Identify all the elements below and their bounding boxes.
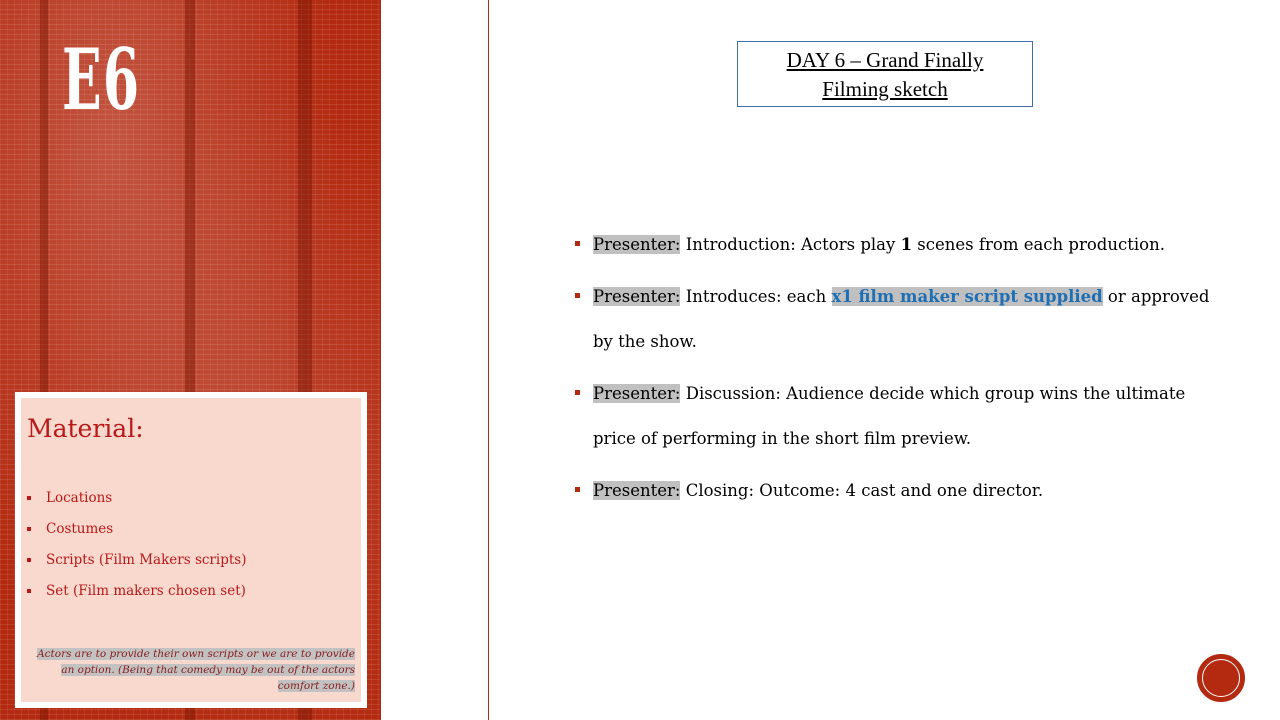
bullet-item: Presenter: Introduction: Actors play 1 scenes from each production. <box>572 222 1222 267</box>
material-item: Locations <box>27 490 246 521</box>
material-item: Scripts (Film Makers scripts) <box>27 552 246 583</box>
bullet-icon <box>575 241 580 246</box>
title-line-1: DAY 6 – Grand Finally <box>786 48 984 72</box>
presenter-label: Presenter: <box>593 287 681 306</box>
left-texture-panel <box>0 0 380 720</box>
corner-logo-icon <box>1197 654 1245 702</box>
material-item: Set (Film makers chosen set) <box>27 583 246 614</box>
material-box <box>15 392 367 708</box>
presenter-label: Presenter: <box>593 235 681 254</box>
material-panel <box>21 398 361 702</box>
logo-ring <box>1202 659 1240 697</box>
bullet-item: Presenter: Closing: Outcome: 4 cast and one director. <box>572 468 1222 513</box>
script-highlight: x1 film maker script supplied <box>831 287 1103 306</box>
divider-strip <box>380 0 489 720</box>
material-title: Material: <box>27 414 144 443</box>
presenter-label: Presenter: <box>593 384 681 403</box>
bullet-item: Presenter: Discussion: Audience decide which group wins the ultimate price of performing in the short film preview. <box>572 371 1222 461</box>
slide-number: E6 <box>62 30 141 129</box>
bullet-icon <box>575 390 580 395</box>
bullet-icon <box>27 496 31 500</box>
presenter-label: Presenter: <box>593 481 681 500</box>
bullet-icon <box>27 558 31 562</box>
bullet-icon <box>27 527 31 531</box>
bullet-icon <box>575 293 580 298</box>
presenter-bullets <box>572 222 1222 520</box>
slide-title <box>737 41 1033 107</box>
material-note: Actors are to provide their own scripts or we are to provide an option. (Being that comedy may be out of the actors comfort zone.) <box>37 648 355 692</box>
bullet-item: Presenter: Introduces: each x1 film maker script supplied or approved by the show. <box>572 274 1222 364</box>
material-list <box>27 490 246 614</box>
bullet-icon <box>27 589 31 593</box>
title-line-2: Filming sketch <box>822 77 948 101</box>
bullet-icon <box>575 487 580 492</box>
material-item: Costumes <box>27 521 246 552</box>
